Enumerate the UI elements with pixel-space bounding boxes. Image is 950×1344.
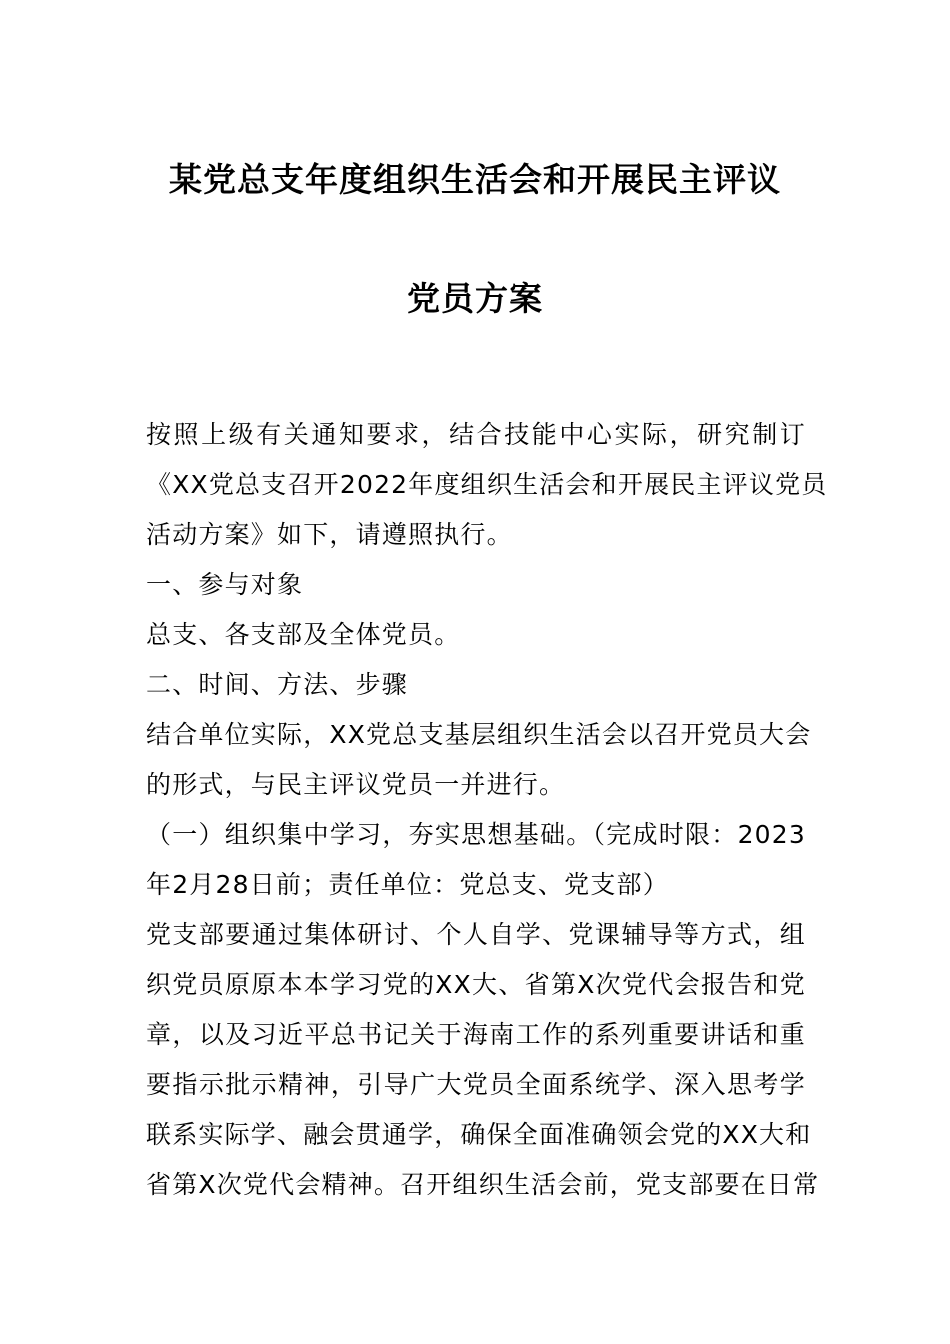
document-title-line-2: 党员方案 xyxy=(407,279,543,318)
paragraph-line: 总支、各支部及全体党员。 xyxy=(146,620,461,649)
section-heading: 二、时间、方法、步骤 xyxy=(146,670,409,699)
section-heading: 一、参与对象 xyxy=(146,570,304,599)
subsection-heading: 年2月28日前；责任单位：党总支、党支部） xyxy=(146,870,669,899)
paragraph-line: 联系实际学、融会贯通学，确保全面准确领会党的XX大和 xyxy=(146,1120,812,1149)
subsection-heading: （一）组织集中学习，夯实思想基础。（完成时限：2023 xyxy=(146,820,806,849)
paragraph-line: 章，以及习近平总书记关于海南工作的系列重要讲话和重 xyxy=(146,1020,806,1049)
paragraph-line: 结合单位实际，XX党总支基层组织生活会以召开党员大会 xyxy=(146,720,812,749)
paragraph-line: 要指示批示精神，引导广大党员全面系统学、深入思考学 xyxy=(146,1070,806,1099)
document-title-line-1: 某党总支年度组织生活会和开展民主评议 xyxy=(169,160,781,199)
paragraph-line: 的形式，与民主评议党员一并进行。 xyxy=(146,770,566,799)
document-body xyxy=(146,410,828,1210)
paragraph-line: 织党员原原本本学习党的XX大、省第X次党代会报告和党 xyxy=(146,970,806,999)
paragraph-line: 按照上级有关通知要求，结合技能中心实际，研究制订 xyxy=(146,420,806,449)
paragraph-line: 省第X次党代会精神。召开组织生活会前，党支部要在日常 xyxy=(146,1170,820,1199)
paragraph-line: 《XX党总支召开2022年度组织生活会和开展民主评议党员 xyxy=(146,470,828,499)
paragraph-line: 党支部要通过集体研讨、个人自学、党课辅导等方式，组 xyxy=(146,920,806,949)
paragraph-line: 活动方案》如下，请遵照执行。 xyxy=(146,520,513,549)
